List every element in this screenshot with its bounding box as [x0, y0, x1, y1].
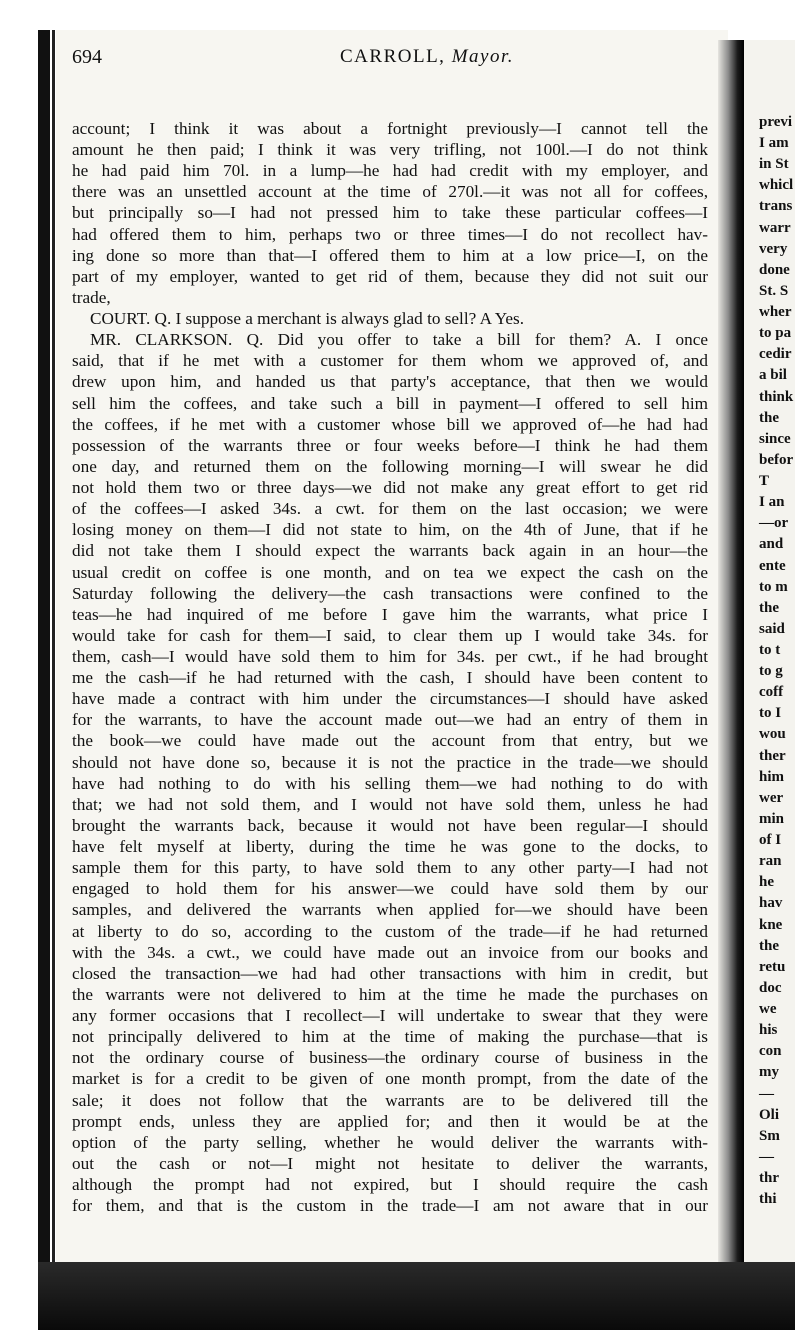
right-page-line-fragment: wer: [759, 789, 784, 806]
text-line: the warrants were not delivered to him at the time he made the purchases on: [72, 984, 708, 1004]
right-page-line-fragment: trans: [759, 198, 793, 215]
right-page-line-fragment: ther: [759, 747, 786, 764]
right-page-line-fragment: previ: [759, 114, 793, 130]
text-line: closed the transaction—we had had other transactions with him in credit, but: [72, 963, 708, 983]
right-page-line-fragment: —: [759, 1085, 774, 1102]
right-page-line-fragment: —or: [759, 515, 789, 532]
right-page-line-fragment: Oli: [759, 1106, 780, 1123]
right-page-line-fragment: St. S: [759, 282, 789, 299]
right-page-line-fragment: hav: [759, 895, 783, 912]
text-line: had offered them to him, perhaps two or three times—I do not recollect hav-: [72, 224, 708, 244]
right-page-line-fragment: cedir: [759, 346, 792, 363]
text-line: should not have done so, because it is not the practice in the trade—we should: [72, 752, 708, 772]
text-line: samples, and delivered the warrants when applied for—we should have been: [72, 900, 708, 920]
right-page-line-fragment: and: [759, 536, 784, 553]
text-line: said, that if he met with a customer for them whom we approved of, and: [72, 351, 708, 371]
text-line: of the coffees—I asked 34s. a cwt. for them on the last occasion; we were: [72, 499, 708, 519]
text-line: Saturday following the delivery—the cash transactions were confined to the: [72, 583, 708, 603]
text-line: market is for a credit to be given of one month prompt, from the date of the: [72, 1069, 708, 1089]
right-page-line-fragment: min: [759, 810, 785, 827]
text-line: amount he then paid; I think it was very trifling, not 100l.—I do not think: [72, 140, 708, 160]
text-line: drew upon him, and handed us that party's acceptance, that then we would: [72, 372, 708, 392]
text-line: did not take them I should expect the warrants back again in an hour—the: [72, 541, 708, 561]
text-line: with the 34s. a cwt., we could have made out an invoice from our books and: [72, 942, 708, 962]
right-page-line-fragment: warr: [759, 219, 791, 236]
text-line: have had nothing to do with his selling them—we had nothing to do with: [72, 773, 708, 793]
running-head-name: CARROLL,: [340, 46, 446, 67]
text-line: brought the warrants back, because it would not have been regular—I should: [72, 815, 708, 835]
right-page-line-fragment: wou: [759, 726, 786, 743]
text-line: not hold them two or three days—we did not make any great effort to get rid: [72, 478, 708, 498]
right-page-line-fragment: I am: [759, 135, 789, 152]
text-line: me the cash—if he had returned with the cash, I should have been content to: [72, 668, 708, 688]
text-line: although the prompt had not expired, but I should require the cash: [72, 1175, 708, 1194]
right-page-line-fragment: a bil: [759, 367, 787, 384]
text-line: engaged to hold them for his answer—we could have sold them by our: [72, 879, 708, 899]
text-line: he had paid him 70l. in a lump—he had had credit with my employer, and: [72, 161, 708, 181]
scan-background: [0, 0, 795, 32]
right-page-line-fragment: to m: [759, 578, 788, 595]
right-page-line-fragment: the: [759, 599, 779, 616]
right-page-line-fragment: retu: [759, 958, 786, 975]
text-line: not principally delivered to him at the time of making the purchase—that is: [72, 1027, 708, 1047]
text-line: prompt ends, unless they are applied for; and then it would be at the: [72, 1111, 708, 1131]
right-page-line-fragment: to g: [759, 663, 783, 680]
page-number: 694: [72, 46, 102, 68]
text-line: part of my employer, wanted to get rid of them, because they did not suit our: [72, 266, 708, 286]
text-line: account; I think it was about a fortnight previously—I cannot tell the: [72, 119, 708, 138]
right-page-line-fragment: thi: [759, 1191, 777, 1208]
right-page-line-fragment: whicl: [759, 177, 794, 194]
right-page-line-fragment: him: [759, 768, 785, 785]
text-line: have felt myself at liberty, during the time he was gone to the docks, to: [72, 837, 708, 857]
right-page-line-fragment: I an: [759, 494, 785, 511]
text-line: one day, and returned them on the following morning—I will swear he did: [72, 456, 708, 476]
text-line: but principally so—I had not pressed him to take these particular coffees—I: [72, 203, 708, 223]
text-line: would take for cash for them—I said, to clear them up I would take 34s. for: [72, 625, 708, 645]
text-line: COURT. Q. I suppose a merchant is always glad to sell? A Yes.: [90, 309, 525, 329]
text-line: ing done so more than that—I offered them to him at a low price—I, on the: [72, 245, 708, 265]
text-line: losing money on them—I did not state to him, on the 4th of June, that if he: [72, 520, 708, 540]
right-page-line-fragment: to pa: [759, 325, 792, 342]
scan-left-edge-inner: [52, 30, 55, 1300]
right-page-line-fragment: thr: [759, 1170, 779, 1186]
text-line: any former occasions that I recollect—I will undertake to swear that they were: [72, 1006, 708, 1026]
text-line: sample them for this party, to have sold them to any other party—I had not: [72, 858, 708, 878]
text-line: the book—we could have made out the account from that entry, but we: [72, 731, 708, 751]
right-page-line-fragment: the: [759, 937, 779, 954]
right-page-line-fragment: think: [759, 388, 794, 405]
text-line: teas—he had inquired of me before I gave him the warrants, what price I: [72, 604, 708, 624]
book-spine-shadow: [718, 40, 744, 1262]
text-line: not the ordinary course of business—the ordinary course of business in the: [72, 1048, 708, 1068]
scan-left-edge: [38, 30, 50, 1300]
right-page-line-fragment: his: [759, 1022, 778, 1039]
right-page-line-fragment: wher: [759, 304, 792, 321]
right-page-line-fragment: said: [759, 620, 785, 637]
right-page-line-fragment: to I: [759, 705, 782, 722]
right-page-line-fragment: T: [759, 473, 770, 490]
text-line: option of the party selling, whether he would deliver the warrants with-: [72, 1132, 708, 1152]
text-line: have made a contract with him under the circumstances—I should have asked: [72, 689, 708, 709]
text-line: sale; it does not follow that the warrants are to be delivered till the: [72, 1090, 708, 1110]
text-line: there was an unsettled account at the time of 270l.—it was not all for coffees,: [72, 182, 708, 202]
text-line: for the warrants, to have the account made out—we had an entry of them in: [72, 710, 708, 730]
right-page-line-fragment: very: [759, 240, 788, 257]
right-page-line-fragment: kne: [759, 916, 783, 933]
text-line: for them, and that is the custom in the trade—I am not aware that in our: [72, 1196, 708, 1216]
text-line: trade,: [72, 287, 111, 307]
right-page-line-fragment: ran: [759, 853, 782, 870]
text-line: possession of the warrants three or four weeks before—I think he had them: [72, 435, 708, 455]
right-page-line-fragment: we: [759, 1001, 777, 1018]
right-page-line-fragment: Sm: [759, 1127, 780, 1144]
right-page-line-fragment: con: [759, 1043, 782, 1060]
text-line: at liberty to do so, according to the custom of the trade—if he had returned: [72, 921, 708, 941]
right-page-line-fragment: of I: [759, 832, 782, 849]
right-page-line-fragment: befor: [759, 451, 794, 468]
right-page-line-fragment: to t: [759, 642, 781, 658]
text-line: usual credit on coffee is one month, and on tea we expect the cash on the: [72, 562, 708, 582]
right-page-line-fragment: the: [759, 409, 779, 426]
right-page-line-fragment: coff: [759, 684, 784, 701]
right-page-line-fragment: —: [759, 1148, 774, 1165]
text-line: sell him the coffees, and take such a bill in payment—I offered to sell him: [72, 393, 708, 413]
text-line: that; we had not sold them, and I would not have sold them, unless he had: [72, 794, 708, 814]
right-page-line-fragment: since: [759, 430, 791, 447]
book-page-right-fragment: [744, 40, 795, 1262]
right-page-line-fragment: in St: [759, 156, 789, 173]
running-head: [340, 46, 514, 68]
right-page-line-fragment: done: [759, 261, 790, 278]
text-line: MR. CLARKSON. Q. Did you offer to take a bill for them? A. I once: [90, 330, 708, 350]
text-line: the coffees, if he met with a customer whose bill we approved of—he had had: [72, 414, 708, 434]
right-page-line-fragment: ente: [759, 557, 786, 574]
right-page-line-fragment: my: [759, 1064, 779, 1081]
right-page-line-fragment: doc: [759, 979, 782, 996]
text-line: out the cash or not—I might not hesitate to deliver the warrants,: [72, 1153, 708, 1173]
right-page-line-fragment: he: [759, 874, 774, 891]
text-line: them, cash—I would have sold them to him for 34s. per cwt., if he had brought: [72, 647, 708, 666]
scan-bottom-edge: [38, 1262, 795, 1330]
running-head-title: Mayor.: [451, 46, 514, 67]
